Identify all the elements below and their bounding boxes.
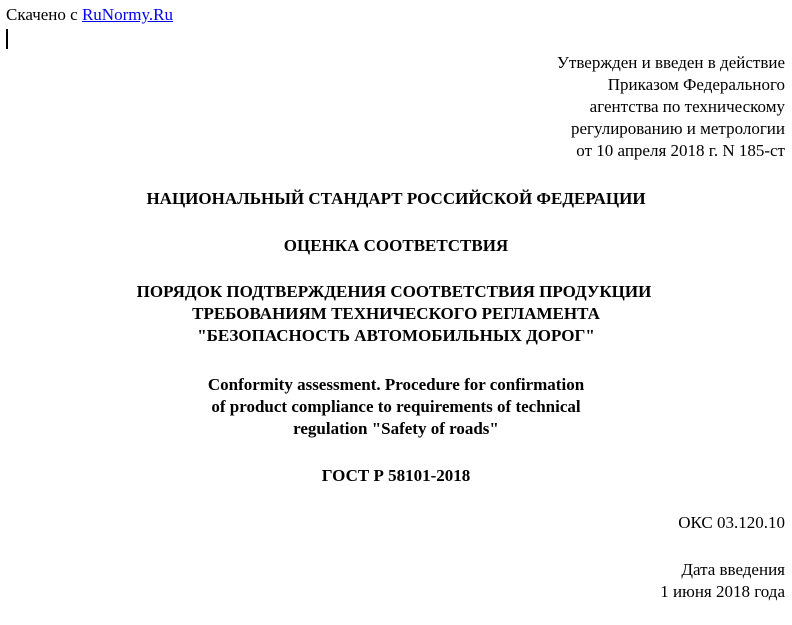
english-title-line: Conformity assessment. Procedure for confirmation xyxy=(207,375,585,394)
approval-line: Утвержден и введен в действие xyxy=(556,53,785,72)
procedure-title-line: ПОРЯДОК ПОДТВЕРЖДЕНИЯ СООТВЕТСТВИЯ ПРОДУКЦИИ xyxy=(136,282,652,301)
text-cursor xyxy=(6,29,8,49)
introduction-label: Дата введения xyxy=(681,560,785,579)
source-line xyxy=(6,5,173,25)
source-link[interactable]: RuNormy.Ru xyxy=(81,5,173,24)
procedure-title-line: ТРЕБОВАНИЯМ ТЕХНИЧЕСКОГО РЕГЛАМЕНТА xyxy=(192,304,600,323)
approval-line: агентства по техническому xyxy=(589,97,785,116)
gost-heading xyxy=(0,465,792,487)
assessment-title: ОЦЕНКА СООТВЕТСТВИЯ xyxy=(283,236,509,255)
approval-line: Приказом Федерального xyxy=(607,75,785,94)
assessment-heading xyxy=(0,235,792,257)
approval-line: от 10 апреля 2018 г. N 185-ст xyxy=(576,141,785,160)
english-title-line: regulation "Safety of roads" xyxy=(293,419,499,438)
approval-line: регулированию и метрологии xyxy=(570,119,785,138)
national-standard-heading xyxy=(0,188,792,210)
procedure-title-line: "БЕЗОПАСНОСТЬ АВТОМОБИЛЬНЫХ ДОРОГ" xyxy=(197,326,595,345)
oks-block xyxy=(678,512,785,534)
introduction-date: 1 июня 2018 года xyxy=(660,582,785,601)
national-standard-title: НАЦИОНАЛЬНЫЙ СТАНДАРТ РОССИЙСКОЙ ФЕДЕРАЦИИ xyxy=(146,189,646,208)
english-title xyxy=(0,374,792,440)
oks-code: ОКС 03.120.10 xyxy=(678,513,785,532)
introduction-date-block xyxy=(660,559,785,603)
gost-number: ГОСТ Р 58101-2018 xyxy=(321,466,471,485)
english-title-line: of product compliance to requirements of technical xyxy=(211,397,581,416)
approval-block xyxy=(557,52,785,162)
source-prefix: Скачено с xyxy=(6,5,82,24)
procedure-heading xyxy=(0,281,792,347)
